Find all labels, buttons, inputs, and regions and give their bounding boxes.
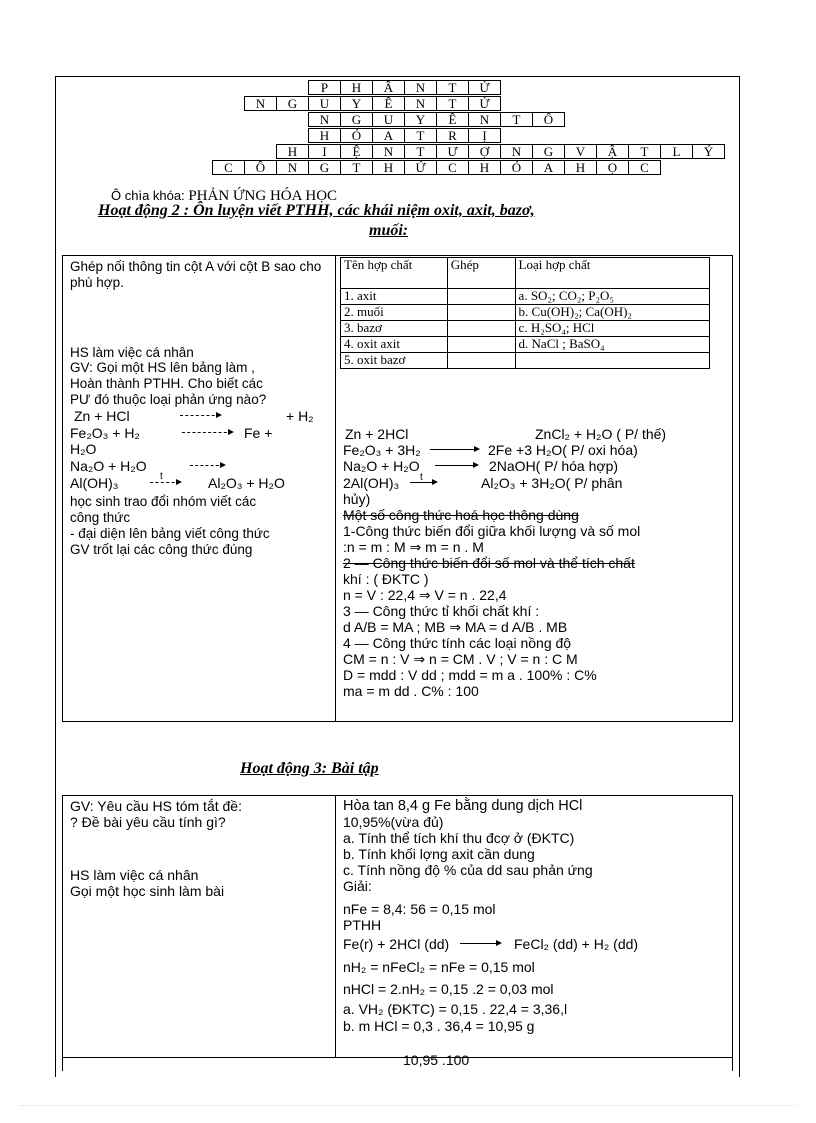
- table-divider: [335, 795, 336, 1057]
- eq-2-right: Fe +: [244, 425, 273, 441]
- row-name: 3. bazơ: [341, 321, 448, 337]
- row-name: 2. muối: [341, 305, 448, 321]
- formula-2-title: 2 — Công thức biến đổi số mol và thể tích chất: [343, 555, 635, 571]
- crossword-cell: Y: [404, 112, 437, 127]
- keyword-value: PHẢN ỨNG HÓA HỌC: [188, 188, 338, 204]
- formula-3-title: 3 — Công thức tỉ khối chất khí :: [343, 603, 540, 619]
- table-divider: [335, 255, 336, 721]
- crossword-row: [309, 112, 565, 126]
- crossword-cell: N: [276, 160, 309, 175]
- crossword-cell: R: [436, 128, 469, 143]
- eq-1-left: Zn + HCl: [74, 408, 130, 424]
- crossword-cell: V: [564, 144, 597, 159]
- table-row: [341, 353, 710, 369]
- solution-step-2: PTHH: [343, 917, 382, 933]
- r-eq-1-right: ZnCl₂ + H₂O ( P/ thế): [535, 426, 667, 442]
- t2-left-l1: GV: Yêu cầu HS tóm tắt đề:: [70, 798, 242, 814]
- t2-left-l3: HS làm việc cá nhân: [70, 867, 199, 883]
- row-type: b. Cu(OH)₂; Ca(OH)₂: [515, 305, 709, 321]
- eq-3-arrow: [190, 459, 224, 475]
- crossword-row: [309, 128, 501, 142]
- crossword-cell: Ố: [532, 112, 565, 127]
- activity-2-heading: Hoạt động 2 : Ôn luyện viết PTHH, các khái niệm oxit, axit, bazơ,: [98, 202, 535, 219]
- header-match: Ghép: [447, 258, 515, 289]
- crossword-cell: N: [404, 80, 437, 95]
- activity-3-heading: Hoạt động 3: Bài tập: [240, 760, 379, 777]
- crossword-row: [213, 160, 661, 174]
- crossword-cell: T: [500, 112, 533, 127]
- crossword-cell: N: [372, 144, 405, 159]
- formula-section-title: Một số công thức hoá học thông dùng: [343, 507, 579, 523]
- crossword-cell: Ư: [436, 144, 469, 159]
- t1-left-l5: học sinh trao đổi nhóm viết các: [70, 494, 257, 509]
- t1-left-l7: - đại diện lên bảng viết công thức: [70, 526, 270, 541]
- crossword-cell: T: [340, 160, 373, 175]
- crossword-cell: H: [308, 128, 341, 143]
- r-eq-2-left: Fe₂O₃ + 3H₂: [343, 442, 421, 458]
- solution-eq-arrow: [460, 937, 500, 953]
- page-bottom-edge: [20, 1105, 796, 1106]
- problem-a: a. Tính thể tích khí thu đcợ ở (ĐKTC): [343, 830, 575, 846]
- r-eq-3-left: Na₂O + H₂O: [343, 458, 420, 474]
- crossword-cell: G: [308, 160, 341, 175]
- t1-left-l6: công thức: [70, 510, 131, 525]
- crossword-cell: T: [404, 144, 437, 159]
- formula-4-title: 4 — Công thức tính các loại nồng độ: [343, 635, 572, 651]
- eq-4-arrow: [150, 476, 180, 492]
- eq-1-arrow: [180, 409, 220, 425]
- crossword-cell: Ó: [340, 128, 373, 143]
- formula-2: n = V : 22,4 ⇒ V = n . 22,4: [343, 587, 507, 603]
- r-eq-4-left: 2Al(OH)₃: [343, 475, 400, 491]
- matching-header-row: [341, 258, 710, 289]
- crossword-cell: Ậ: [596, 144, 629, 159]
- crossword-row: [277, 144, 725, 158]
- eq-1-right: + H₂: [286, 408, 314, 424]
- crossword-cell: N: [500, 144, 533, 159]
- crossword-row: [245, 96, 501, 110]
- problem-c: c. Tính nồng độ % của dd sau phản ứng: [343, 862, 593, 878]
- crossword-cell: G: [276, 96, 309, 111]
- formula-4b: D = mdd : V dd ; mdd = m a . 100% : C%: [343, 667, 597, 683]
- crossword-cell: Â: [372, 80, 405, 95]
- crossword-cell: A: [532, 160, 565, 175]
- crossword-cell: C: [436, 160, 469, 175]
- crossword-cell: Ứ: [404, 160, 437, 175]
- solution-step-6: a. VH₂ (ĐKTC) = 0,15 . 22,4 = 3,36,l: [343, 1001, 568, 1017]
- solution-label: Giải:: [343, 878, 372, 894]
- eq-3-left: Na₂O + H₂O: [70, 458, 147, 474]
- crossword-cell: Ó: [500, 160, 533, 175]
- crossword-cell: Ô: [244, 160, 277, 175]
- row-name: 4. oxit axit: [341, 337, 448, 353]
- row-type: d. NaCl ; BaSO₄: [515, 337, 709, 353]
- table-row: [341, 305, 710, 321]
- crossword-cell: L: [660, 144, 693, 159]
- crossword-cell: Ử: [468, 80, 501, 95]
- row-name: 1. axit: [341, 289, 448, 305]
- crossword-cell: G: [532, 144, 565, 159]
- row-match-cell: [447, 353, 515, 369]
- eq-4-heat: t: [160, 471, 163, 482]
- problem-b: b. Tính khối lợng axit cần dung: [343, 846, 535, 862]
- crossword-cell: T: [404, 128, 437, 143]
- crossword-cell: A: [372, 128, 405, 143]
- crossword-cell: Ê: [372, 96, 405, 111]
- eq-4-right: Al₂O₃ + H₂O: [208, 475, 285, 491]
- t1-left-l2: GV: Gọi một HS lên bảng làm ,: [70, 360, 255, 375]
- crossword-cell: T: [436, 80, 469, 95]
- row-match-cell: [447, 337, 515, 353]
- solution-step-5: nHCl = 2.nH₂ = 0,15 .2 = 0,03 mol: [343, 981, 554, 997]
- crossword-cell: T: [436, 96, 469, 111]
- r-eq-2-right: 2Fe +3 H₂O( P/ oxi hóa): [488, 442, 638, 458]
- t1-left-l8: GV trốt lại các công thức đúng: [70, 542, 253, 557]
- t1-left-l1: HS làm việc cá nhân: [70, 345, 194, 360]
- crossword-cell: N: [244, 96, 277, 111]
- crossword-cell: H: [340, 80, 373, 95]
- row-match-cell: [447, 321, 515, 337]
- crossword-cell: H: [468, 160, 501, 175]
- formula-4c: ma = m dd . C% : 100: [343, 683, 479, 699]
- crossword-cell: Ê: [436, 112, 469, 127]
- crossword-cell: H: [276, 144, 309, 159]
- r-eq-2-arrow: [430, 443, 478, 459]
- solution-step-4: nH₂ = nFeCl₂ = nFe = 0,15 mol: [343, 959, 535, 975]
- table-row: [341, 337, 710, 353]
- table-bottom-line: [62, 1057, 732, 1058]
- t2-left-l2: ? Đề bài yêu cầu tính gì?: [70, 814, 226, 830]
- activity-2-heading-cont: muối:: [369, 222, 409, 239]
- formula-1-title: 1-Công thức biến đổi giữa khối lượng và số mol: [343, 523, 641, 539]
- r-eq-3-right: 2NaOH( P/ hóa hợp): [489, 458, 619, 474]
- formula-3: d A/B = MA ; MB ⇒ MA = d A/B . MB: [343, 619, 568, 635]
- r-eq-4-arrow: [410, 476, 436, 492]
- problem-line-1: Hòa tan 8,4 g Fe bằng dung dịch HCl: [343, 798, 583, 814]
- crossword-cell: U: [372, 112, 405, 127]
- solution-eq-right: FeCl₂ (dd) + H₂ (dd): [514, 936, 639, 952]
- eq-2-left: Fe₂O₃ + H₂: [70, 425, 140, 441]
- table-row: [341, 289, 710, 305]
- r-eq-4-cont: hủy): [343, 491, 371, 507]
- crossword-cell: H: [564, 160, 597, 175]
- crossword-cell: G: [340, 112, 373, 127]
- header-compound-type: Loại hợp chất: [515, 258, 709, 289]
- eq-2-arrow: [182, 426, 232, 442]
- formula-1: :n = m : M ⇒ m = n . M: [343, 539, 484, 555]
- task-instruction: Ghép nối thông tin cột A với cột B sao cho phù hợp.: [70, 259, 322, 290]
- crossword-cell: N: [308, 112, 341, 127]
- problem-line-2: 10,95%(vừa đủ): [343, 814, 444, 830]
- t2-left-l4: Gọi một học sinh làm bài: [70, 883, 225, 899]
- r-eq-3-arrow: [435, 459, 477, 475]
- formula-2-cont: khí : ( ĐKTC ): [343, 571, 429, 587]
- crossword-cell: I: [308, 144, 341, 159]
- eq-4-left: Al(OH)₃: [70, 475, 119, 491]
- crossword-cell: Ý: [692, 144, 725, 159]
- crossword-cell: Ử: [468, 96, 501, 111]
- header-compound-name: Tên hợp chất: [341, 258, 448, 289]
- crossword-cell: Ợ: [468, 144, 501, 159]
- crossword-cell: N: [468, 112, 501, 127]
- row-type: c. H₂SO₄; HCl: [515, 321, 709, 337]
- crossword-cell: P: [308, 80, 341, 95]
- crossword-cell: C: [212, 160, 245, 175]
- row-type: [515, 353, 709, 369]
- eq-2-cont: H₂O: [70, 441, 97, 457]
- table-row: [341, 321, 710, 337]
- crossword-cell: U: [308, 96, 341, 111]
- row-type: a. SO₂; CO₂; P₂O₅: [515, 289, 709, 305]
- keyword-label: Ô chìa khóa:: [111, 188, 189, 203]
- crossword-cell: Ị: [468, 128, 501, 143]
- t1-left-l4: PƯ đó thuộc loại phản ứng nào?: [70, 392, 267, 407]
- solution-step-1: nFe = 8,4: 56 = 0,15 mol: [343, 901, 496, 917]
- t1-left-l3: Hoàn thành PTHH. Cho biết các: [70, 376, 263, 391]
- crossword-cell: N: [404, 96, 437, 111]
- row-match-cell: [447, 289, 515, 305]
- solution-eq-left: Fe(r) + 2HCl (dd): [343, 936, 450, 952]
- solution-step-7: b. m HCl = 0,3 . 36,4 = 10,95 g: [343, 1018, 535, 1034]
- solution-step-8: 10,95 .100: [403, 1052, 470, 1068]
- crossword-cell: T: [628, 144, 661, 159]
- crossword-cell: H: [372, 160, 405, 175]
- r-eq-4-right: Al₂O₃ + 3H₂O( P/ phân: [481, 475, 623, 491]
- row-match-cell: [447, 305, 515, 321]
- row-name: 5. oxit bazơ: [341, 353, 448, 369]
- formula-4a: CM = n : V ⇒ n = CM . V ; V = n : C M: [343, 651, 578, 667]
- crossword-row: [309, 80, 501, 94]
- crossword-cell: C: [628, 160, 661, 175]
- crossword-cell: Ọ: [596, 160, 629, 175]
- r-eq-4-heat: t: [420, 472, 423, 483]
- crossword-cell: Y: [340, 96, 373, 111]
- matching-table: [340, 257, 710, 369]
- crossword-cell: Ệ: [340, 144, 373, 159]
- r-eq-1-left: Zn + 2HCl: [345, 426, 409, 442]
